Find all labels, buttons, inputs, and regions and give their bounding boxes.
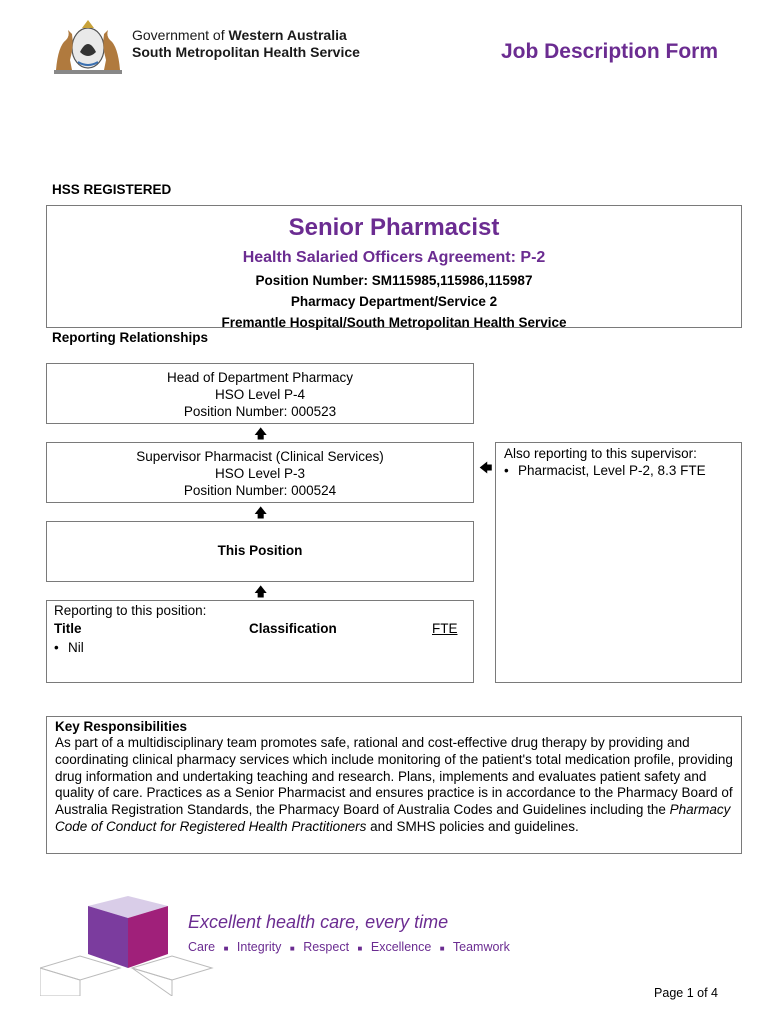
- arrow-up-icon: 🡅: [254, 584, 268, 599]
- supervisor-level: HSO Level P-3: [214, 466, 306, 481]
- bullet-icon: •: [54, 640, 59, 655]
- code-of-conduct-title: Pharmacy Code of Conduct for Registered Health Practitioners: [55, 802, 731, 834]
- health-service-name: South Metropolitan Health Service: [132, 44, 360, 60]
- position-title-box: [46, 205, 742, 328]
- arrow-up-icon: 🡅: [254, 505, 268, 520]
- col-classification: Classification: [249, 621, 337, 636]
- values-list: Care ■ Integrity ■ Respect ■ Excellence ■ Teamwork: [188, 940, 510, 954]
- form-title: Job Description Form: [500, 40, 718, 63]
- reporting-relationships-heading: Reporting Relationships: [52, 330, 209, 345]
- key-responsibilities-text: As part of a multidisciplinary team promotes safe, rational and cost-effective drug therapy by providing and coordinating clinical pharmacy services which include monitoring of the patient's total medication profile, providing drug information and undertaking teaching and research. Plans, implements and evaluates patient safety and quality of care. Practices as a Senior Pharmacist and ensures practice is in accordance to the Pharmacy Board of Australia Registration Standards, the Pharmacy Board of Australia Codes and Guidelines including the Pharmacy Code of Conduct for Registered Health Practitioners and SMHS policies and guidelines.: [55, 735, 733, 834]
- value-care: Care: [188, 940, 216, 954]
- value-respect: Respect: [303, 940, 350, 954]
- head-position-number: Position Number: 000523: [183, 404, 337, 419]
- arrow-up-icon: 🡅: [254, 426, 268, 441]
- this-position-label: This Position: [217, 543, 303, 558]
- this-position-box: [46, 521, 474, 582]
- slogan: Excellent health care, every time: [188, 912, 449, 932]
- government-name: Government of Western Australia: [132, 27, 347, 43]
- value-integrity: Integrity: [236, 940, 282, 954]
- supervisor-box: [46, 442, 474, 503]
- head-title: Head of Department Pharmacy: [166, 370, 354, 385]
- site: Fremantle Hospital/South Metropolitan Health Service: [221, 315, 567, 330]
- position-title: Senior Pharmacist: [288, 214, 500, 241]
- also-reporting-box: [495, 442, 742, 683]
- registration-label: HSS REGISTERED: [52, 182, 172, 197]
- position-number: Position Number: SM115985,115986,115987: [255, 273, 533, 288]
- col-fte: FTE: [432, 621, 458, 636]
- supervisor-title: Supervisor Pharmacist (Clinical Services): [136, 449, 384, 464]
- agreement-level: Health Salaried Officers Agreement: P-2: [242, 249, 546, 266]
- state-name: Western Australia: [228, 27, 347, 43]
- page-number: Page 1 of 4: [654, 986, 718, 1000]
- arrow-left-icon: 🡄: [479, 460, 493, 475]
- bullet-icon: •: [504, 463, 509, 478]
- reporting-to-item: Nil: [68, 640, 84, 655]
- reporting-to-box: [46, 600, 474, 683]
- reporting-to-heading: Reporting to this position:: [54, 603, 207, 618]
- department: Pharmacy Department/Service 2: [290, 294, 498, 309]
- also-reporting-heading: Also reporting to this supervisor:: [504, 446, 697, 461]
- value-teamwork: Teamwork: [452, 940, 510, 954]
- head-of-department-box: [46, 363, 474, 424]
- value-excellence: Excellence: [370, 940, 432, 954]
- head-level: HSO Level P-4: [214, 387, 306, 402]
- supervisor-position-number: Position Number: 000524: [183, 483, 337, 498]
- col-title: Title: [54, 621, 82, 636]
- key-responsibilities-heading: Key Responsibilities: [55, 719, 188, 734]
- also-reporting-item: Pharmacist, Level P-2, 8.3 FTE: [518, 463, 706, 478]
- key-responsibilities-box: [46, 716, 742, 854]
- crest-logo: [48, 16, 128, 76]
